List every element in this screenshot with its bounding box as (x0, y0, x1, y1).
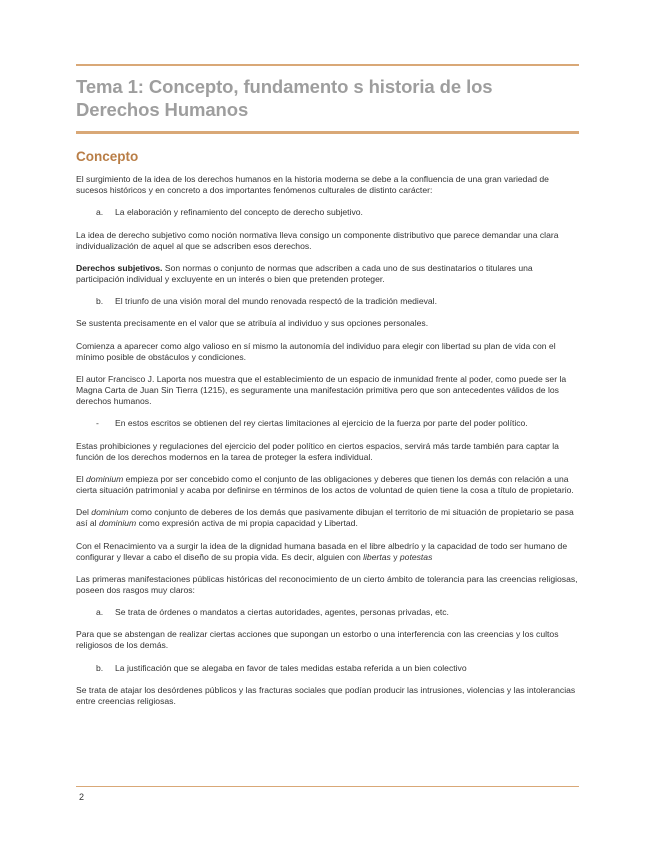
text-run: como expresión activa de mi propia capacidad y Libertad. (136, 518, 358, 529)
paragraph: Las primeras manifestaciones públicas históricas del reconocimiento de un cierto ámbito de tolerancia para las creencias religiosas, poseen dos rasgos muy claros: (76, 573, 578, 595)
text-run: Con el Renacimiento va a surgir la idea de la dignidad humana basada en el libre albedrío y la capacidad de todo ser humano de configurar y llevar a cabo el diseño de su propia vida. Es decir, alguien con (76, 540, 568, 562)
paragraph: Para que se abstengan de realizar ciertas acciones que supongan un estorbo o una interferencia con las creencias y los cultos religiosos de los demás. (76, 629, 559, 651)
list-marker: b. (96, 296, 104, 307)
text-run: El (76, 473, 87, 484)
section-heading: Concepto (76, 149, 139, 164)
italic-term: libertas (363, 551, 391, 562)
list-marker: - (96, 418, 99, 429)
list-item-text: La elaboración y refinamiento del concepto de derecho subjetivo. (115, 207, 363, 218)
paragraph: Se trata de atajar los desórdenes públicos y las fracturas sociales que podían producir las intrusiones, violencias y las intolerancias entre creencias religiosas. (76, 685, 576, 707)
paragraph (76, 474, 579, 496)
title-divider (76, 131, 579, 134)
paragraph (76, 263, 579, 285)
text-run: Del (76, 507, 92, 518)
list-marker: a. (96, 607, 104, 618)
italic-term: dominium (98, 518, 137, 529)
footer-divider (76, 786, 579, 787)
paragraph: Comienza a aparecer como algo valioso en sí mismo la autonomía del individuo para elegir con libertad su plan de vida con el mínimo posible de obstáculos y condiciones. (76, 340, 556, 362)
list-marker: a. (96, 207, 104, 218)
list-marker: b. (96, 662, 104, 673)
list-item-text: En estos escritos se obtienen del rey ciertas limitaciones al ejercicio de la fuerza por parte del poder político. (115, 418, 528, 429)
paragraph: El surgimiento de la idea de los derechos humanos en la historia moderna se debe a la confluencia de una gran variedad de sucesos históricos y en concreto a dos importantes fenómenos culturales de distinto carácter: (76, 174, 549, 195)
paragraph (76, 507, 579, 529)
list-item-text: Se trata de órdenes o mandatos a ciertas autoridades, agentes, personas privadas, etc. (115, 607, 449, 618)
paragraph: La idea de derecho subjetivo como noción normativa lleva consigo un componente distributivo que parece demandar una clara individualización de aquel al que se adscriben esos derechos. (76, 229, 559, 251)
italic-term: potestas (399, 551, 433, 562)
list-item-text: El triunfo de una visión moral del mundo renovada respectó de la tradición medieval. (115, 296, 437, 307)
body-text (76, 174, 579, 718)
text-run: y (390, 551, 400, 562)
text-run: como conjunto de deberes de los demás que pasivamente dibujan el territorio de mi situación de propietario se pasa así al (76, 507, 574, 529)
defined-term: Derechos subjetivos. (76, 262, 163, 273)
document-title: Tema 1: Concepto, fundamento s historia de los Derechos Humanos (76, 76, 493, 120)
paragraph: El autor Francisco J. Laporta nos muestra que el establecimiento de un espacio de inmunidad frente al poder, como puede ser la Magna Carta de Juan Sin Tierra (1215), es seguramente una manifestación primitiva pero que son antecedentes válidos de los derechos humanos. (76, 374, 567, 407)
italic-term: dominium (91, 507, 129, 518)
paragraph: Estas prohibiciones y regulaciones del ejercicio del poder político en ciertos espacios, servirá más tarde también para captar la función de los derechos modernos en la tarea de proteger la esfera individual. (76, 440, 559, 462)
list-item-text: La justificación que se alegaba en favor de tales medidas estaba referida a un bien colectivo (115, 662, 467, 673)
list-item (76, 207, 579, 218)
paragraph (76, 541, 579, 563)
list-item (76, 418, 579, 429)
page-number: 2 (79, 792, 85, 802)
italic-term: dominium (86, 473, 124, 484)
top-divider (76, 64, 579, 66)
paragraph: Se sustenta precisamente en el valor que se atribuía al individuo y sus opciones personales. (76, 318, 429, 329)
list-item (76, 296, 579, 307)
definition-text: Son normas o conjunto de normas que adscriben a cada uno de sus destinatarios o titulares una participación individual y excluyente en un interés o bien que pretenden proteger. (76, 262, 533, 284)
list-item (76, 607, 579, 618)
list-item (76, 663, 579, 674)
text-run: empieza por ser concebido como el conjunto de las obligaciones y deberes que tienen los demás con relación a una cierta situación patrimonial y acaba por definirse en términos de los actos de voluntad de quien tiene la cosa a título de propietario. (76, 473, 574, 495)
